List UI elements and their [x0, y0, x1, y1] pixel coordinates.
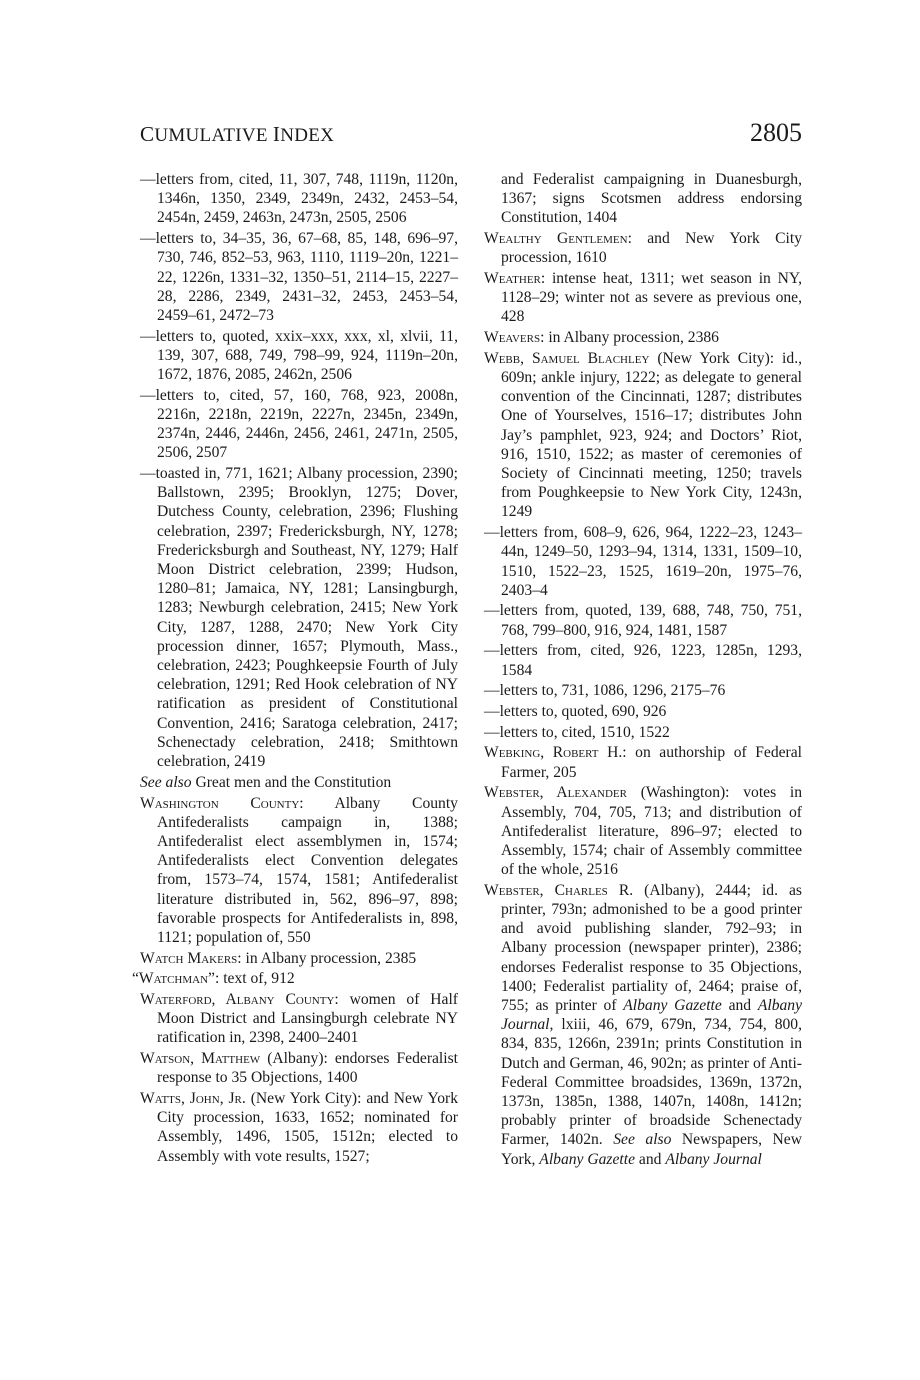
entry-heading: Watts, John, Jr. — [140, 1090, 246, 1108]
entry-text: lxiii, 46, 679, 679n, 734, 754, 800, 834, 835, 1266n, 2391n; prints Constitution in Dutch and German, 46, 902n; as printer of Anti-Federal Committee broadsides, 1369n, 1372n, 1373n, 1385n, 1388, 1407n, 1408n, 1412n; probably printer of broadside Schenectady Farmer, 1402n. — [501, 1016, 802, 1149]
entry-text: : and New York City procession, 1610 — [501, 230, 803, 267]
newspaper-title: Albany Gazette — [623, 997, 722, 1015]
entry-text: : intense heat, 1311; wet season in NY, 1128–29; winter not as severe as previous one, 428 — [501, 270, 802, 326]
entry-text: : text of, 912 — [214, 970, 295, 988]
entry-text: (Albany): endorses Federalist response to 35 Objections, 1400 — [157, 1050, 458, 1087]
entry-heading: Webster, Alexander — [484, 784, 627, 802]
entry-text: : women of Half Moon District and Lansingburgh celebrate NY ratification in, 2398, 2400–2401 — [157, 991, 458, 1047]
index-subentry: —letters from, 608–9, 626, 964, 1222–23, 1243–44n, 1249–50, 1293–94, 1314, 1331, 1509–10, 1510, 1522–23, 1525, 1619–20n, 1975–76, 2403–4 — [484, 524, 802, 599]
see-also-text: Great men and the Constitution — [191, 773, 392, 791]
index-entry-watts — [140, 1089, 458, 1166]
entry-text: (Washington): votes in Assembly, 704, 705, 713; and distribution of Antifederalist literature, 896–97; elected to Assembly, 1574; chair of Assembly committee of the whole, 2516 — [501, 784, 802, 879]
entry-text: Newspapers, New York, — [501, 1131, 802, 1168]
entry-text: (Albany), 2444; id. as printer, 793n; admonished to be a good printer and avoid publishing slander, 792–93; in Albany procession (newspaper printer), 2386; endorses Federalist response to 35 Objections, 1400; Federalist partiality of, 2464; praise of, 755; as printer of — [501, 881, 802, 1015]
entry-text: : Albany County Antifederalists campaign in, 1388; Antifederalist elect assemblymen in, 1574; Antifederalists elect Convention delegates from, 1573–74, 1574, 1581; Antifederalist literature distributed in, 562, 896–97, 898; favorable prospects for Antifederalists in, 898, 1121; population of, 550 — [157, 794, 458, 946]
running-head-rest: UMULATIVE — [154, 125, 273, 146]
index-entry-webking — [484, 743, 802, 781]
entry-heading: Webking, Robert H. — [484, 744, 623, 762]
entry-text: : on authorship of Federal Farmer, 205 — [501, 744, 802, 781]
entry-text: and — [635, 1150, 666, 1168]
entry-text: (New York City): id., 609n; ankle injury, 1222; as delegate to general convention of the Cincinnati, 1287; distributes One of Yourselves, 1516–17; distributes John Jay’s pamphlet, 923, 924; and Doctors’ Riot, 916, 1510, 1522; as master of ceremonies of Society of Cincinnati meeting, 1250; travels from Poughkeepsie to New York City, 1243n, 1249 — [501, 349, 802, 521]
entry-text: : in Albany procession, 2386 — [540, 329, 719, 347]
running-head-initial-2: I — [272, 122, 281, 146]
entry-heading: Wealthy Gentlemen — [484, 230, 628, 248]
index-subentry: —letters to, quoted, 690, 926 — [484, 702, 667, 720]
index-continuation: and Federalist campaigning in Duanesburgh, 1367; signs Scotsmen address endorsing Constitution, 1404 — [501, 171, 802, 227]
entry-heading: Washington County — [140, 794, 300, 812]
right-column — [484, 170, 802, 1170]
newspaper-title: Albany Gazette — [539, 1150, 635, 1168]
index-subentry: —letters to, cited, 1510, 1522 — [484, 723, 670, 741]
index-subentry: —letters from, cited, 11, 307, 748, 1119n, 1120n, 1346n, 1350, 2349, 2349n, 2432, 2453–54, 2454n, 2459, 2463n, 2473n, 2505, 2506 — [140, 171, 458, 227]
index-entry-washington-county — [140, 794, 458, 948]
entry-text: (New York City): and New York City procession, 1633, 1652; nominated for Assembly, 1496, 1505, 1512n; elected to Assembly with vote results, 1527; — [157, 1090, 458, 1165]
running-head-rest-2: NDEX — [280, 125, 335, 146]
entry-heading: Weather — [484, 270, 541, 288]
index-entry-watch-makers — [140, 949, 458, 968]
entry-heading: Webb, Samuel Blachley — [484, 349, 650, 367]
see-also-label: See also — [613, 1131, 672, 1149]
entry-heading: Waterford, Albany County — [140, 991, 335, 1009]
index-entry-watson — [140, 1049, 458, 1087]
see-also-entry — [140, 773, 458, 792]
index-subentry: —letters from, cited, 926, 1223, 1285n, 1293, 1584 — [484, 642, 802, 679]
page-header — [140, 118, 802, 152]
index-subentry: —letters to, 731, 1086, 1296, 2175–76 — [484, 682, 726, 700]
index-entry-weather — [484, 269, 802, 327]
see-also-label: See also — [140, 773, 192, 791]
index-subentry: —toasted in, 771, 1621; Albany procession, 2390; Ballstown, 2395; Brooklyn, 1275; Dover, Dutchess County, celebration, 2396; Flushing celebration, 2397; Fredericksburgh, NY, 1278; Fredericksburgh and Southeast, NY, 1279; Half Moon District celebration, 2399; Hudson, 1280–81; Jamaica, NY, 1281; Lansingburgh, 1283; Newburgh celebration, 2415; New York City, 1287, 1288, 2470; New York City procession dinner, 1657; Plymouth, Mass., celebration, 2423; Poughkeepsie Fourth of July celebration, 1291; Red Hook celebration of NY ratification as president of Constitutional Convention, 2416; Saratoga celebration, 2417; Schenectady celebration, 2418; Smithtown celebration, 2419 — [140, 465, 458, 771]
index-subentry: —letters to, cited, 57, 160, 768, 923, 2008n, 2216n, 2218n, 2219n, 2227n, 2345n, 2349n, 2374n, 2446, 2446n, 2456, 2461, 2471n, 2505, 2506, 2507 — [140, 386, 458, 462]
newspaper-title: Albany Journal, — [501, 997, 803, 1034]
index-entry-webster-charles — [484, 881, 802, 1169]
index-entry-weavers — [484, 328, 802, 347]
entry-text: : in Albany procession, 2385 — [237, 949, 417, 967]
index-subentry: —letters from, quoted, 139, 688, 748, 750, 751, 768, 799–800, 916, 924, 1481, 1587 — [484, 602, 802, 639]
index-entry-webster-alexander — [484, 783, 802, 879]
index-subentry: —letters to, 34–35, 36, 67–68, 85, 148, 696–97, 730, 746, 852–53, 963, 1110, 1119–20n, 1221–22, 1226n, 1331–32, 1350–51, 2114–15, 2227–28, 2286, 2349, 2431–32, 2453, 2453–54, 2459–61, 2472–73 — [140, 230, 458, 324]
index-entry-waterford — [140, 990, 458, 1048]
index-subentry: —letters to, quoted, xxix–xxx, xxx, xl, xlvii, 11, 139, 307, 688, 749, 798–99, 924, 1119n–20n, 1672, 1876, 2085, 2462n, 2506 — [140, 327, 458, 384]
entry-heading: Watson, Matthew — [140, 1050, 261, 1068]
entry-heading: Webster, Charles R. — [484, 881, 634, 899]
entry-text: and — [721, 997, 758, 1015]
entry-heading: Watch Makers — [140, 949, 238, 967]
index-entry-watchman — [132, 969, 458, 988]
entry-heading: Weavers — [484, 329, 541, 347]
left-column — [132, 170, 458, 1167]
entry-heading: “Watchman” — [132, 970, 215, 988]
running-head-initial: C — [140, 122, 155, 146]
index-entry-wealthy-gentlemen — [484, 229, 802, 267]
newspaper-title: Albany Journal — [665, 1150, 762, 1168]
page-number: 2805 — [750, 118, 802, 147]
index-entry-webb — [484, 349, 802, 522]
running-head — [140, 122, 334, 147]
